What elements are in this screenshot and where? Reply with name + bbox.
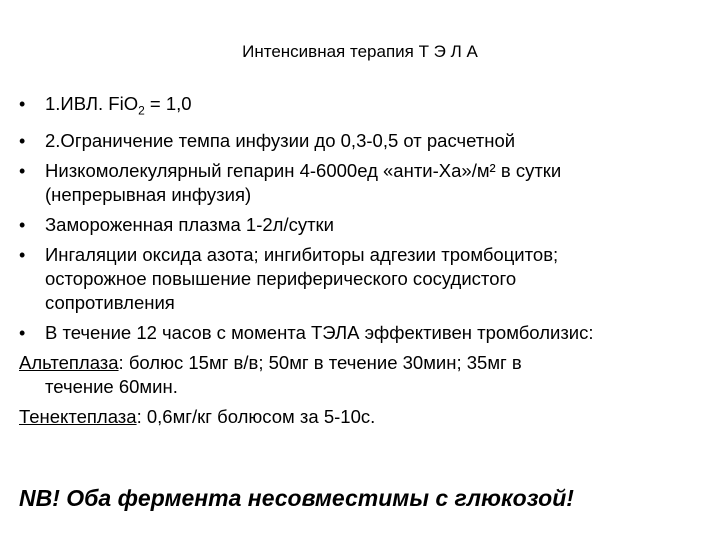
item-line: сопротивления <box>45 291 175 313</box>
bullet-icon: • <box>19 94 26 114</box>
drug-name: Альтеплаза <box>19 351 119 373</box>
bullet-icon: • <box>19 322 26 343</box>
item-line: осторожное повышение периферического сосудистого <box>45 267 517 289</box>
item-line: В течение 12 часов с момента ТЭЛА эффективен тромболизис: <box>45 321 594 343</box>
drug-line: : 0,6мг/кг болюсом за 5-10с. <box>136 405 376 427</box>
item-line: Низкомолекулярный гепарин 4-6000ед «анти-Ха»/м² в сутки <box>45 159 562 181</box>
item-text-part: 1.ИВЛ. FiO <box>45 93 139 114</box>
bullet-icon: • <box>19 244 26 265</box>
item-line: 2.Ограничение темпа инфузии до 0,3-0,5 от расчетной <box>45 129 516 151</box>
item-text <box>45 243 709 315</box>
subscript-text: 2 <box>138 103 145 118</box>
list-item <box>19 159 709 207</box>
bullet-list <box>19 92 709 435</box>
item-line: Ингаляции оксида азота; ингибиторы адгезии тромбоцитов; <box>45 243 559 265</box>
item-text <box>45 129 709 153</box>
item-text <box>45 213 709 237</box>
bullet-icon: • <box>19 160 26 181</box>
item-text <box>45 92 709 123</box>
bullet-icon: • <box>19 214 26 235</box>
list-item <box>19 92 709 123</box>
drug-line: : болюс 15мг в/в; 50мг в течение 30мин; 35мг в <box>118 351 522 373</box>
nb-warning: NB! Оба фермента несовместимы с глюкозой! <box>19 485 574 511</box>
list-item <box>19 129 709 153</box>
slide-title: Интенсивная терапия Т Э Л А <box>242 42 478 61</box>
drug-entry <box>19 405 709 429</box>
list-item <box>19 321 709 345</box>
drug-line: течение 60мин. <box>45 375 178 397</box>
item-line: (непрерывная инфузия) <box>45 183 252 205</box>
drug-entry <box>19 351 709 399</box>
list-item <box>19 213 709 237</box>
item-text-part: = 1,0 <box>144 93 192 114</box>
item-line: Замороженная плазма 1-2л/сутки <box>45 213 334 235</box>
item-text <box>45 321 709 345</box>
bullet-icon: • <box>19 130 26 151</box>
item-text <box>45 159 709 207</box>
drug-name: Тенектеплаза <box>19 405 137 427</box>
list-item <box>19 243 709 315</box>
